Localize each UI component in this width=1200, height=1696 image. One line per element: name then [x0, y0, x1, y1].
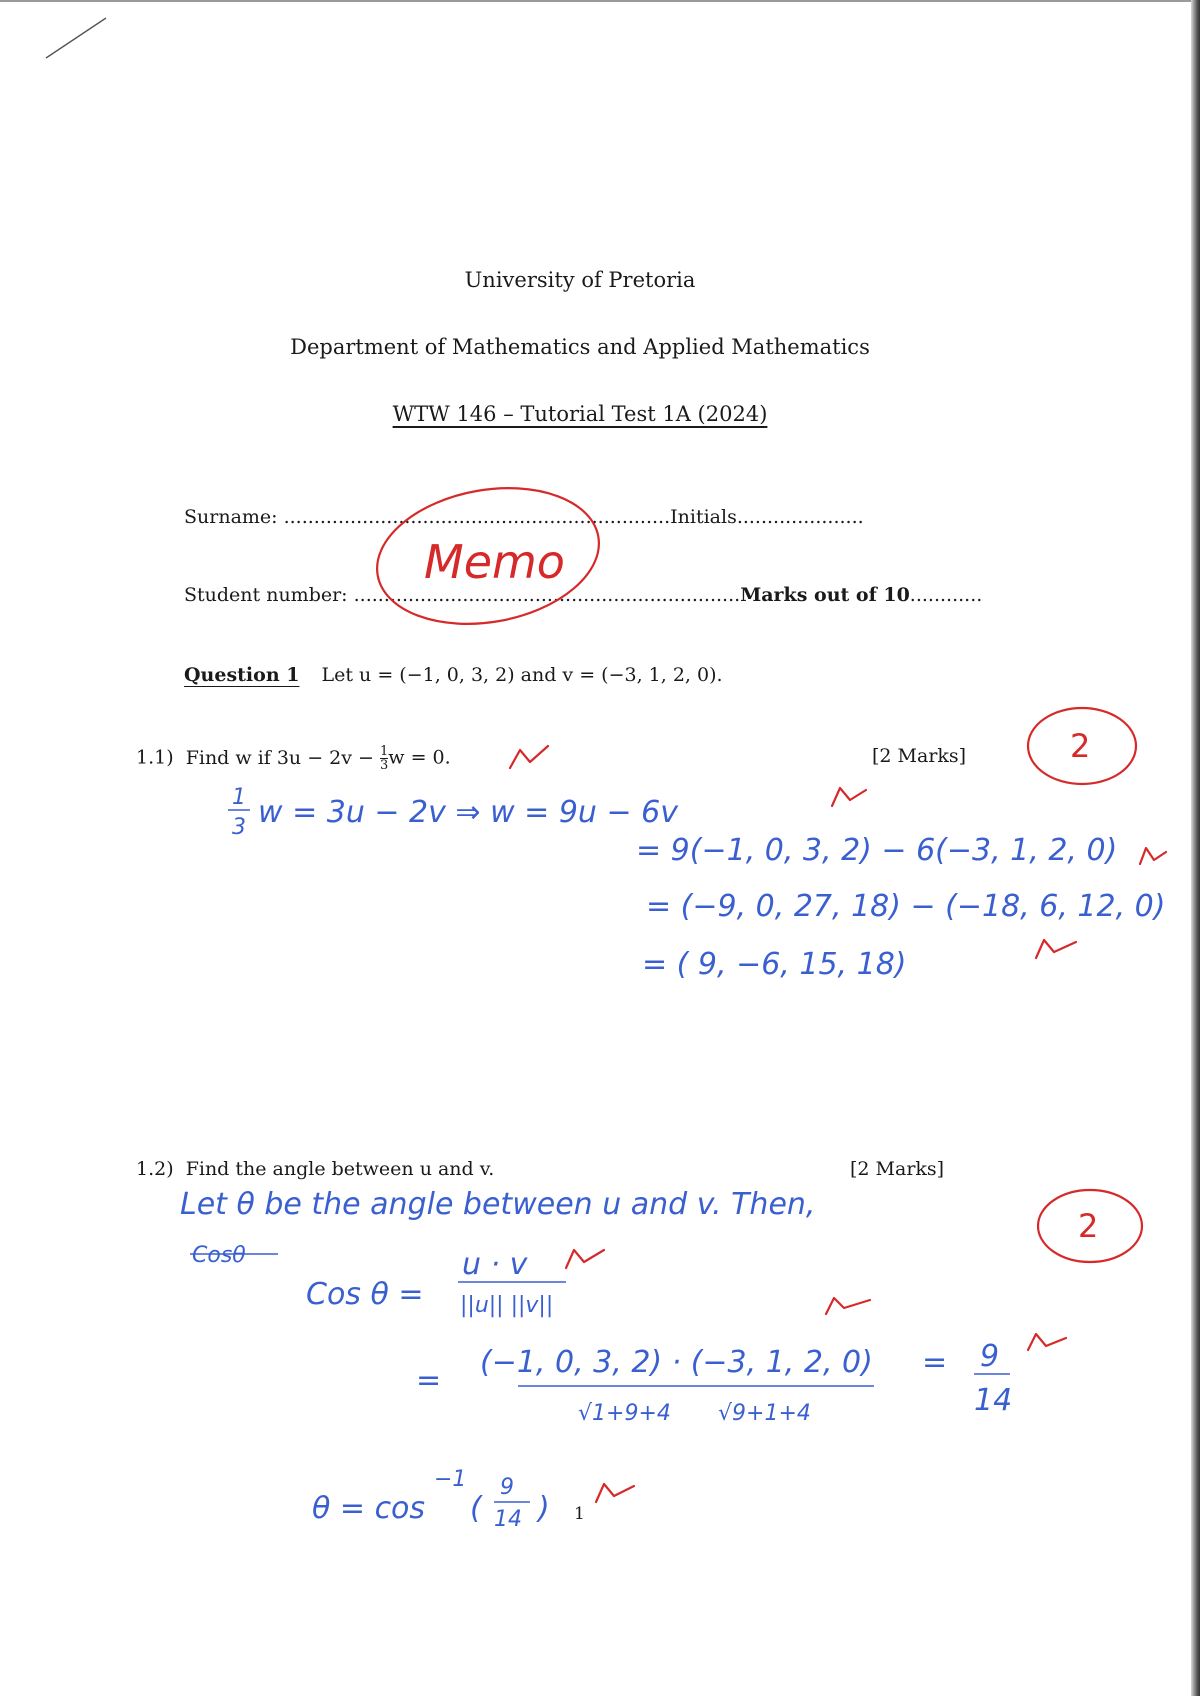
- q1-2-num2: (−1, 0, 3, 2) · (−3, 1, 2, 0): [480, 1345, 873, 1380]
- q1-2-result-den: 14: [974, 1383, 1013, 1418]
- q1-2-eq2: =: [922, 1345, 948, 1380]
- q1-2-final-den: 14: [494, 1507, 522, 1532]
- q1-1-work-frac-den: 3: [232, 815, 246, 840]
- q1-2-text: Find the angle between u and v.: [185, 1158, 495, 1180]
- q1-2-final-close: ): [538, 1491, 550, 1526]
- q1-2-cos-num: u · v: [462, 1247, 528, 1282]
- student-number-label: Student number: .............: [184, 584, 433, 606]
- q1-1-work-line1: w = 3u − 2v ⇒ w = 9u − 6v: [258, 795, 678, 830]
- q1-2-eq: =: [416, 1363, 442, 1398]
- q1-2-result-num: 9: [980, 1339, 1000, 1374]
- department-title: Department of Mathematics and Applied Mathematics: [290, 335, 870, 359]
- tick-mark: [832, 788, 866, 806]
- tick-mark: [1036, 940, 1076, 958]
- q1-2-number: 1.2): [136, 1158, 174, 1180]
- q1-1-score: 2: [1070, 727, 1091, 765]
- q1-2-cos-den: ||u|| ||v||: [460, 1293, 554, 1318]
- marks-dots: ............: [909, 584, 983, 606]
- q1-1-text: Find w if 3u − 2v −: [185, 746, 380, 769]
- q1-2-score: 2: [1078, 1207, 1099, 1245]
- q1-1-work-line2: = 9(−1, 0, 3, 2) − 6(−3, 1, 2, 0): [636, 833, 1118, 868]
- q1-2-work-line1: Let θ be the angle between u and v. Then,: [180, 1187, 816, 1222]
- q1-2-final-open: (: [470, 1491, 482, 1526]
- q1-1-work-line3: = (−9, 0, 27, 18) − (−18, 6, 12, 0): [646, 889, 1166, 924]
- q1-2-den2b: √9+1+4: [718, 1401, 811, 1426]
- tick-mark: [826, 1298, 870, 1314]
- tick-mark: [566, 1250, 604, 1268]
- university-title: University of Pretoria: [464, 268, 696, 292]
- q1-2-final-num: 9: [500, 1475, 514, 1500]
- q1-2-final-lhs: θ = cos: [312, 1491, 426, 1526]
- q1-2-cos-lhs: Cos θ =: [306, 1277, 424, 1312]
- q1-1-work-line4: = ( 9, −6, 15, 18): [642, 947, 907, 982]
- q1-1-number: 1.1): [136, 746, 174, 769]
- tick-mark: [596, 1484, 634, 1502]
- surname-line: Surname: ................................................................Initials.....................: [184, 506, 864, 528]
- tick-mark: [1028, 1334, 1066, 1350]
- tick-mark: [510, 746, 548, 768]
- page-number: 1: [574, 1504, 585, 1524]
- memo-stamp: Memo: [424, 535, 565, 589]
- q1-1-marks: [2 Marks]: [872, 745, 967, 767]
- q1-1-work-frac-num: 1: [232, 785, 246, 810]
- student-number-dots: ...................................................: [432, 584, 741, 606]
- q1-1-text-end: w = 0.: [388, 746, 451, 769]
- q1-1-frac-den: 3: [379, 758, 389, 773]
- question-1-label: Question 1: [184, 664, 300, 686]
- test-title-text: WTW 146 – Tutorial Test 1A (2024): [392, 402, 768, 426]
- q1-2-final-sup: −1: [434, 1467, 467, 1492]
- q1-2-den2a: √1+9+4: [578, 1401, 671, 1426]
- q1-1-frac-num: 1: [379, 744, 389, 759]
- marks-out-of-label: Marks out of 10: [740, 584, 910, 606]
- tick-mark: [1140, 848, 1166, 864]
- q1-2-work-crossed: Cosθ: [192, 1243, 246, 1268]
- question-1-statement: Let u = (−1, 0, 3, 2) and v = (−3, 1, 2, 0).: [321, 664, 723, 686]
- q1-2-marks: [2 Marks]: [850, 1158, 945, 1180]
